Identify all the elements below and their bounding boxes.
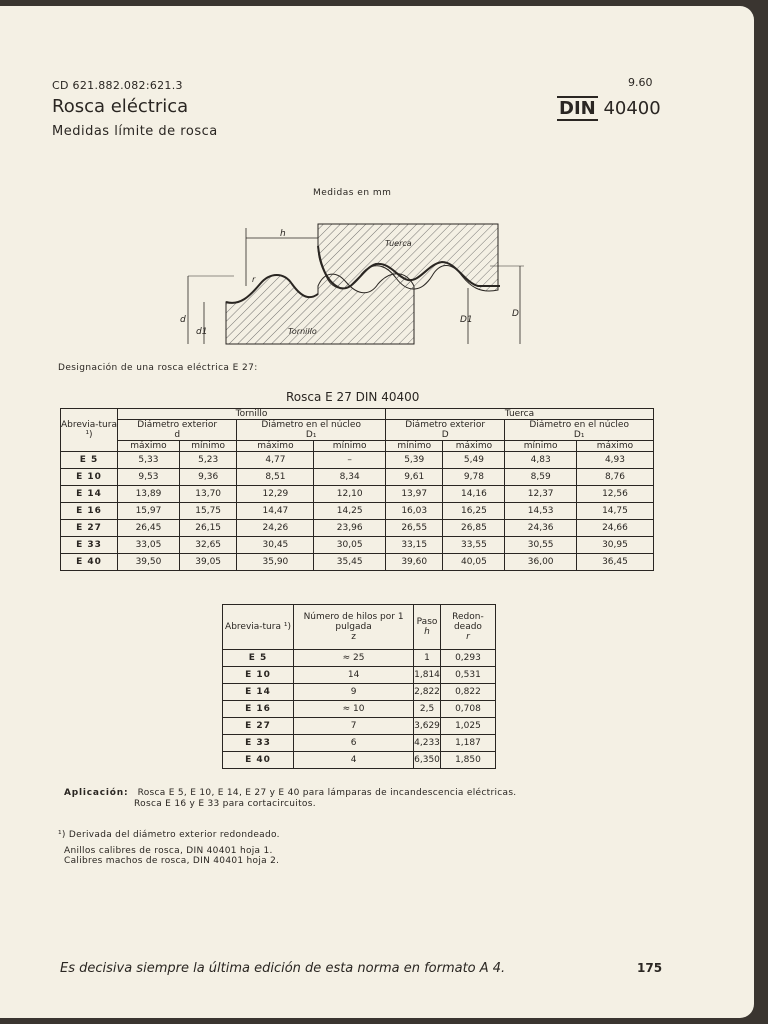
value-cell: 35,45 <box>314 554 386 571</box>
value-cell: 16,03 <box>385 503 443 520</box>
din-number: 40400 <box>603 98 661 119</box>
din-standard <box>557 98 661 119</box>
subcol-max: máximo <box>576 441 653 452</box>
value-cell: 30,55 <box>505 537 577 554</box>
subcol-min: mínimo <box>179 441 237 452</box>
col-abbr: Abrevia-tura ¹) <box>223 605 294 650</box>
application-line1: Rosca E 5, E 10, E 14, E 27 y E 40 para lámparas de incandescencia eléctricas. <box>137 788 517 798</box>
subcol-min: mínimo <box>314 441 386 452</box>
references <box>64 846 279 866</box>
value-cell: 12,56 <box>576 486 653 503</box>
value-cell: 0,822 <box>440 684 495 701</box>
subcol-min: mínimo <box>385 441 443 452</box>
page-number: 175 <box>637 961 663 975</box>
value-cell: 8,34 <box>314 469 386 486</box>
thread-profile-diagram <box>170 216 540 356</box>
screw-ext-diam: Diámetro exterior d <box>118 420 237 441</box>
row-abbr-cell: E 16 <box>223 701 294 718</box>
value-cell: 1 <box>414 650 441 667</box>
value-cell: 24,26 <box>237 520 314 537</box>
screw-section <box>226 274 414 344</box>
row-abbr-cell: E 14 <box>223 684 294 701</box>
reference-1: Anillos calibres de rosca, DIN 40401 hoja 1. <box>64 846 273 856</box>
value-cell: 14,25 <box>314 503 386 520</box>
classification-code: CD 621.882.082:621.3 <box>52 79 183 92</box>
tornillo-header: Tornillo <box>118 409 386 420</box>
value-cell: 36,45 <box>576 554 653 571</box>
subcol-min: mínimo <box>505 441 577 452</box>
application-label: Aplicación: <box>64 788 129 798</box>
row-abbr-cell: E 5 <box>223 650 294 667</box>
application-note <box>64 788 516 810</box>
value-cell: 26,85 <box>443 520 505 537</box>
table-row <box>61 503 654 520</box>
value-cell: 4,93 <box>576 452 653 469</box>
value-cell: 5,49 <box>443 452 505 469</box>
value-cell: 24,66 <box>576 520 653 537</box>
subcol-max: máximo <box>237 441 314 452</box>
value-cell: 4,83 <box>505 452 577 469</box>
issue-date: 9.60 <box>628 76 653 89</box>
value-cell: 5,23 <box>179 452 237 469</box>
row-abbr-cell: E 40 <box>61 554 118 571</box>
table-row <box>223 650 496 667</box>
table-row <box>61 486 654 503</box>
value-cell: 14,53 <box>505 503 577 520</box>
value-cell: 4 <box>294 752 414 769</box>
table-row <box>223 718 496 735</box>
value-cell: 13,97 <box>385 486 443 503</box>
col-paso: Paso h <box>414 605 441 650</box>
value-cell: 35,90 <box>237 554 314 571</box>
value-cell: 4,233 <box>414 735 441 752</box>
table-row <box>223 684 496 701</box>
table-row <box>223 667 496 684</box>
value-cell: 14,75 <box>576 503 653 520</box>
dim-D-label: D <box>512 309 519 319</box>
value-cell: 2,5 <box>414 701 441 718</box>
table1-title: Rosca E 27 DIN 40400 <box>286 390 420 404</box>
row-abbr-cell: E 33 <box>223 735 294 752</box>
value-cell: 30,95 <box>576 537 653 554</box>
table-row <box>223 752 496 769</box>
col-abbr: Abrevia-tura ¹) <box>61 409 118 452</box>
subcol-max: máximo <box>118 441 180 452</box>
row-abbr-cell: E 27 <box>223 718 294 735</box>
value-cell: 12,29 <box>237 486 314 503</box>
row-abbr-cell: E 5 <box>61 452 118 469</box>
pitch-table <box>222 604 496 769</box>
row-abbr-cell: E 40 <box>223 752 294 769</box>
row-abbr-cell: E 10 <box>61 469 118 486</box>
row-abbr-cell: E 14 <box>61 486 118 503</box>
screw-label: Tornillo <box>288 327 317 336</box>
dim-d-label: d <box>180 315 186 325</box>
value-cell: 26,55 <box>385 520 443 537</box>
value-cell: 7 <box>294 718 414 735</box>
value-cell: 5,39 <box>385 452 443 469</box>
nut-ext-diam: Diámetro exterior D <box>385 420 504 441</box>
din-label: DIN <box>559 98 596 119</box>
row-abbr-cell: E 33 <box>61 537 118 554</box>
table-row <box>223 701 496 718</box>
value-cell: 14 <box>294 667 414 684</box>
value-cell: 1,850 <box>440 752 495 769</box>
value-cell: 13,70 <box>179 486 237 503</box>
value-cell: 1,025 <box>440 718 495 735</box>
radius-label: r <box>252 275 256 284</box>
application-line2: Rosca E 16 y E 33 para cortacircuitos. <box>134 799 316 809</box>
dim-d1-label: d1 <box>196 327 208 337</box>
value-cell: 9,53 <box>118 469 180 486</box>
page-subtitle: Medidas límite de rosca <box>52 124 218 139</box>
value-cell: 15,75 <box>179 503 237 520</box>
row-abbr-cell: E 27 <box>61 520 118 537</box>
value-cell: 33,15 <box>385 537 443 554</box>
page-title: Rosca eléctrica <box>52 96 189 117</box>
value-cell: ≈ 10 <box>294 701 414 718</box>
value-cell: 30,05 <box>314 537 386 554</box>
value-cell: 1,814 <box>414 667 441 684</box>
value-cell: ≈ 25 <box>294 650 414 667</box>
value-cell: 33,05 <box>118 537 180 554</box>
value-cell: 14,16 <box>443 486 505 503</box>
value-cell: 14,47 <box>237 503 314 520</box>
tuerca-header: Tuerca <box>385 409 653 420</box>
value-cell: 0,708 <box>440 701 495 718</box>
value-cell: 23,96 <box>314 520 386 537</box>
value-cell: 0,293 <box>440 650 495 667</box>
value-cell: 9 <box>294 684 414 701</box>
dim-D1-label: D1 <box>460 315 473 325</box>
limits-table <box>60 408 654 571</box>
value-cell: 3,629 <box>414 718 441 735</box>
value-cell: 8,51 <box>237 469 314 486</box>
value-cell: 36,00 <box>505 554 577 571</box>
value-cell: 39,60 <box>385 554 443 571</box>
nut-label: Tuerca <box>385 239 412 248</box>
designation-text: Designación de una rosca eléctrica E 27: <box>58 363 258 373</box>
table-row <box>61 520 654 537</box>
table-row <box>61 469 654 486</box>
value-cell: 2,822 <box>414 684 441 701</box>
subcol-max: máximo <box>443 441 505 452</box>
value-cell: 26,15 <box>179 520 237 537</box>
value-cell: 8,59 <box>505 469 577 486</box>
value-cell: – <box>314 452 386 469</box>
reference-2: Calibres machos de rosca, DIN 40401 hoja 2. <box>64 856 280 866</box>
col-redondeado: Redon-deado r <box>440 605 495 650</box>
screw-core-diam: Diámetro en el núcleo D₁ <box>237 420 386 441</box>
value-cell: 39,05 <box>179 554 237 571</box>
document-page <box>0 6 754 1018</box>
value-cell: 40,05 <box>443 554 505 571</box>
table-row <box>223 735 496 752</box>
value-cell: 9,78 <box>443 469 505 486</box>
value-cell: 4,77 <box>237 452 314 469</box>
value-cell: 12,37 <box>505 486 577 503</box>
value-cell: 8,76 <box>576 469 653 486</box>
value-cell: 30,45 <box>237 537 314 554</box>
value-cell: 39,50 <box>118 554 180 571</box>
value-cell: 5,33 <box>118 452 180 469</box>
value-cell: 33,55 <box>443 537 505 554</box>
value-cell: 6 <box>294 735 414 752</box>
value-cell: 16,25 <box>443 503 505 520</box>
value-cell: 1,187 <box>440 735 495 752</box>
value-cell: 15,97 <box>118 503 180 520</box>
value-cell: 24,36 <box>505 520 577 537</box>
table-row <box>61 452 654 469</box>
footer-note: Es decisiva siempre la última edición de esta norma en formato A 4. <box>60 961 506 976</box>
value-cell: 26,45 <box>118 520 180 537</box>
value-cell: 9,36 <box>179 469 237 486</box>
value-cell: 0,531 <box>440 667 495 684</box>
table-row <box>61 554 654 571</box>
row-abbr-cell: E 16 <box>61 503 118 520</box>
dim-h-label: h <box>280 229 286 239</box>
row-abbr-cell: E 10 <box>223 667 294 684</box>
value-cell: 9,61 <box>385 469 443 486</box>
nut-core-diam: Diámetro en el núcleo D₁ <box>505 420 654 441</box>
value-cell: 13,89 <box>118 486 180 503</box>
value-cell: 32,65 <box>179 537 237 554</box>
col-hilos: Número de hilos por 1 pulgada z <box>294 605 414 650</box>
value-cell: 6,350 <box>414 752 441 769</box>
table-row <box>61 537 654 554</box>
footnote: ¹) Derivada del diámetro exterior redondeado. <box>58 830 280 840</box>
value-cell: 12,10 <box>314 486 386 503</box>
units-note: Medidas en mm <box>313 188 392 198</box>
